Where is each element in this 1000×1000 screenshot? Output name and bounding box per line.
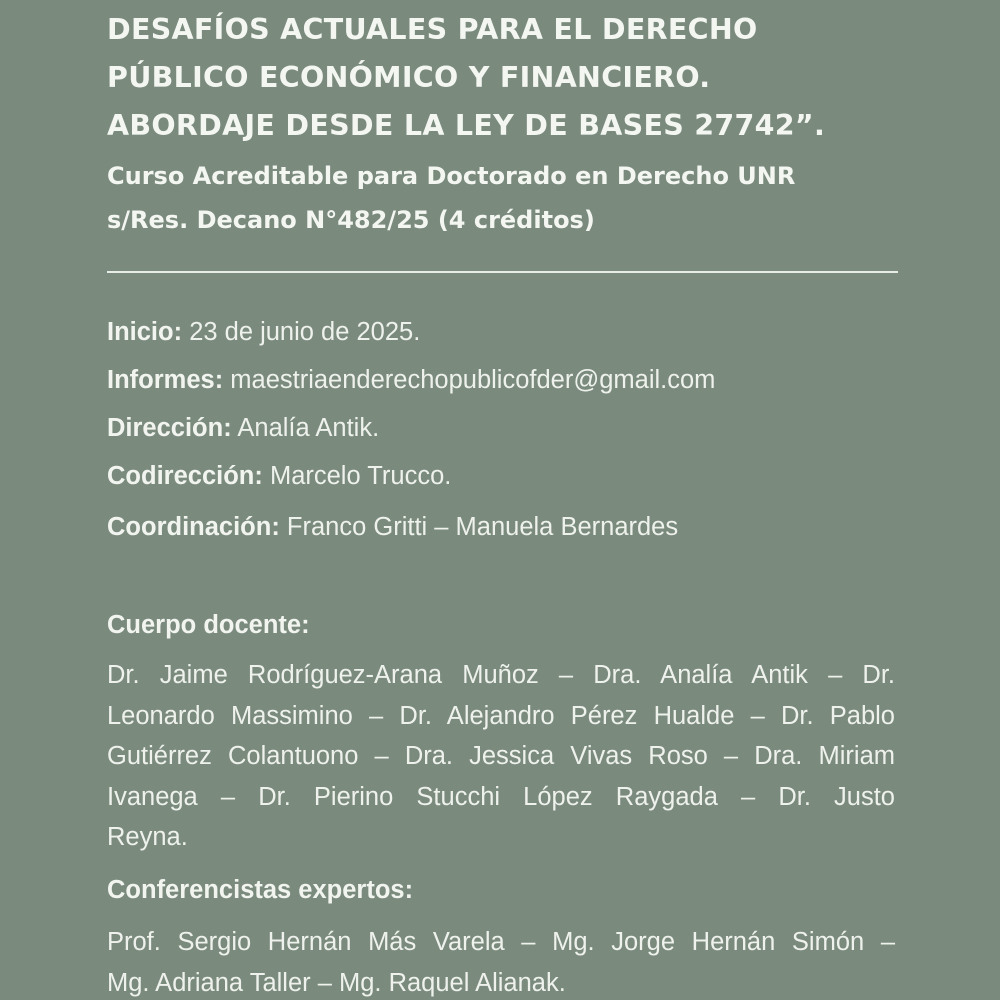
info-value: Analía Antik. bbox=[237, 414, 380, 442]
course-title-line-3: ABORDAJE DESDE LA LEY DE BASES 27742”. bbox=[107, 109, 826, 142]
info-inicio bbox=[107, 316, 907, 348]
docentes-line: Leonardo Massimino – Dr. Alejandro Pérez Hualde – Dr. Pablo bbox=[107, 701, 895, 730]
course-subtitle-line-1: Curso Acreditable para Doctorado en Derecho UNR bbox=[107, 162, 796, 190]
docentes-heading: Cuerpo docente: bbox=[107, 611, 310, 639]
info-label: Informes: bbox=[107, 366, 224, 394]
info-label: Coordinación: bbox=[107, 513, 280, 541]
info-label: Dirección: bbox=[107, 414, 232, 442]
course-subtitle bbox=[107, 154, 907, 242]
course-title bbox=[107, 6, 907, 150]
info-value: 23 de junio de 2025. bbox=[189, 318, 421, 346]
info-value: Marcelo Trucco. bbox=[269, 462, 452, 490]
info-label: Inicio: bbox=[107, 318, 183, 346]
info-value: Franco Gritti – Manuela Bernardes bbox=[286, 513, 679, 541]
info-label: Codirección: bbox=[107, 462, 263, 490]
info-coordinacion bbox=[107, 511, 907, 543]
course-subtitle-line-2: s/Res. Decano N°482/25 (4 créditos) bbox=[107, 206, 595, 234]
course-title-line-1: DESAFÍOS ACTUALES PARA EL DERECHO bbox=[107, 13, 758, 46]
conferencistas-line: Mg. Adriana Taller – Mg. Raquel Alianak. bbox=[107, 968, 566, 997]
conferencistas-list bbox=[107, 922, 895, 1000]
docentes-line: Reyna. bbox=[107, 823, 188, 851]
docentes-line: Ivanega – Dr. Pierino Stucchi López Raygada – Dr. Justo bbox=[107, 782, 895, 811]
info-email[interactable]: maestriaenderechopublicofder@gmail.com bbox=[230, 366, 716, 394]
divider-line bbox=[107, 271, 898, 273]
course-title-line-2: PÚBLICO ECONÓMICO Y FINANCIERO. bbox=[107, 61, 711, 94]
info-codireccion bbox=[107, 460, 907, 492]
docentes-line: Gutiérrez Colantuono – Dra. Jessica Vivas Roso – Dra. Miriam bbox=[107, 742, 895, 770]
conferencistas-heading: Conferencistas expertos: bbox=[107, 876, 414, 904]
conferencistas-line: Prof. Sergio Hernán Más Varela – Mg. Jorge Hernán Simón – bbox=[107, 928, 895, 956]
docentes-line: Dr. Jaime Rodríguez-Arana Muñoz – Dra. Analía Antik – Dr. bbox=[107, 661, 895, 689]
info-informes bbox=[107, 364, 907, 396]
docentes-list bbox=[107, 655, 895, 858]
info-direccion bbox=[107, 412, 907, 444]
